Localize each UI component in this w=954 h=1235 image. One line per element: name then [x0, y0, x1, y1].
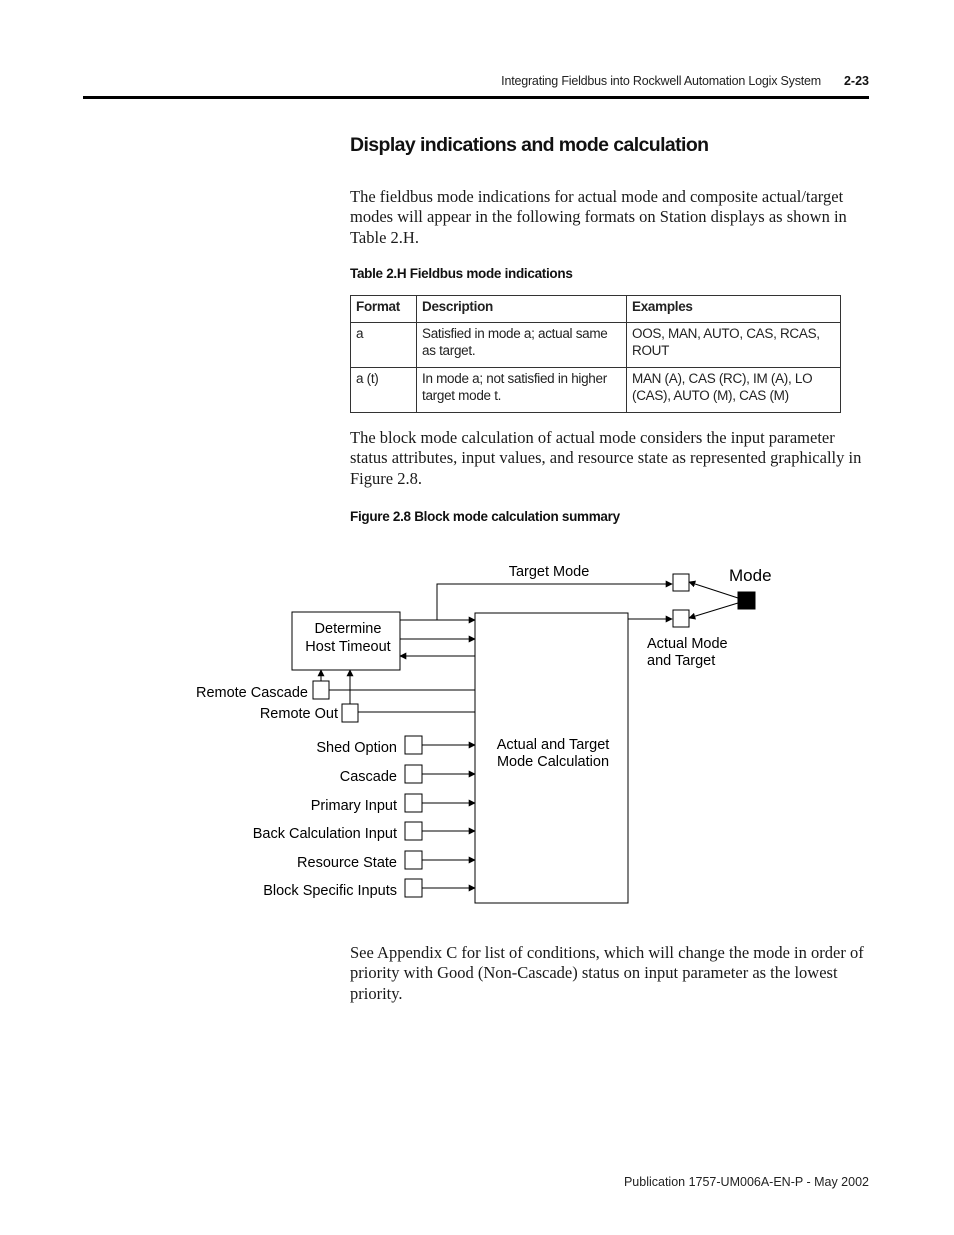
- cascade-box: [405, 765, 422, 783]
- cell-examples: OOS, MAN, AUTO, CAS, RCAS, ROUT: [627, 323, 841, 368]
- mode-box: [738, 592, 755, 609]
- target-mode-arrow: [437, 584, 672, 620]
- remote-cascade-label: Remote Cascade: [195, 685, 308, 701]
- column-header-description: Description: [417, 296, 627, 323]
- cell-description: In mode a; not satisfied in higher target mode t.: [417, 368, 627, 413]
- cell-description: Satisfied in mode a; actual same as target.: [417, 323, 627, 368]
- target-mode-box: [673, 574, 689, 591]
- remote-cascade-box: [313, 681, 329, 699]
- shed-option-label: Shed Option: [316, 740, 397, 756]
- calc-label-line2: Mode Calculation: [496, 754, 610, 770]
- actual-mode-label-line1: Actual Mode: [647, 636, 728, 652]
- cell-format: a (t): [351, 368, 417, 413]
- resource-state-label: Resource State: [297, 855, 397, 871]
- actual-mode-label-line2: and Target: [647, 653, 716, 669]
- appendix-paragraph: See Appendix C for list of conditions, which will change the mode in order of priority with Good (Non-Cascade) status on input parameter as the lowest priority.: [350, 943, 864, 1003]
- publication-footer: Publication 1757-UM006A-EN-P - May 2002: [623, 1175, 869, 1189]
- running-header: Integrating Fieldbus into Rockwell Automation Logix System: [501, 74, 821, 88]
- mode-link-actual: [689, 603, 738, 618]
- back-calculation-input-label: Back Calculation Input: [252, 826, 397, 842]
- primary-input-box: [405, 794, 422, 812]
- intro-paragraph: The fieldbus mode indications for actual mode and composite actual/target modes will appear in the following formats on Station displays as shown in Table 2.H.: [350, 187, 847, 247]
- section-title: Display indications and mode calculation: [350, 134, 709, 156]
- block-mode-paragraph: The block mode calculation of actual mode considers the input parameter status attributes, input values, and resource state as represented graphically in Figure 2.8.: [350, 428, 862, 488]
- remote-out-box: [342, 704, 358, 722]
- figure-caption: Figure 2.8 Block mode calculation summary: [350, 509, 620, 524]
- column-header-examples: Examples: [627, 296, 841, 323]
- calc-label-line1: Actual and Target: [496, 737, 610, 753]
- host-timeout-line2: Host Timeout: [305, 639, 391, 655]
- mode-label: Mode: [729, 566, 772, 585]
- cell-format: a: [351, 323, 417, 368]
- host-timeout-line1: Determine: [314, 621, 382, 637]
- block-specific-inputs-label: Block Specific Inputs: [263, 883, 397, 899]
- primary-input-label: Primary Input: [310, 798, 397, 814]
- target-mode-label: Target Mode: [508, 564, 590, 580]
- back-calculation-input-box: [405, 822, 422, 840]
- resource-state-box: [405, 851, 422, 869]
- page-number: 2-23: [843, 74, 869, 88]
- column-header-format: Format: [351, 296, 417, 323]
- block-specific-inputs-box: [405, 879, 422, 897]
- actual-mode-box: [673, 610, 689, 627]
- shed-option-box: [405, 736, 422, 754]
- cascade-label: Cascade: [339, 769, 397, 785]
- table-caption: Table 2.H Fieldbus mode indications: [350, 266, 573, 281]
- cell-examples: MAN (A), CAS (RC), IM (A), LO (CAS), AUTO (M), CAS (M): [627, 368, 841, 413]
- remote-out-label: Remote Out: [259, 706, 338, 722]
